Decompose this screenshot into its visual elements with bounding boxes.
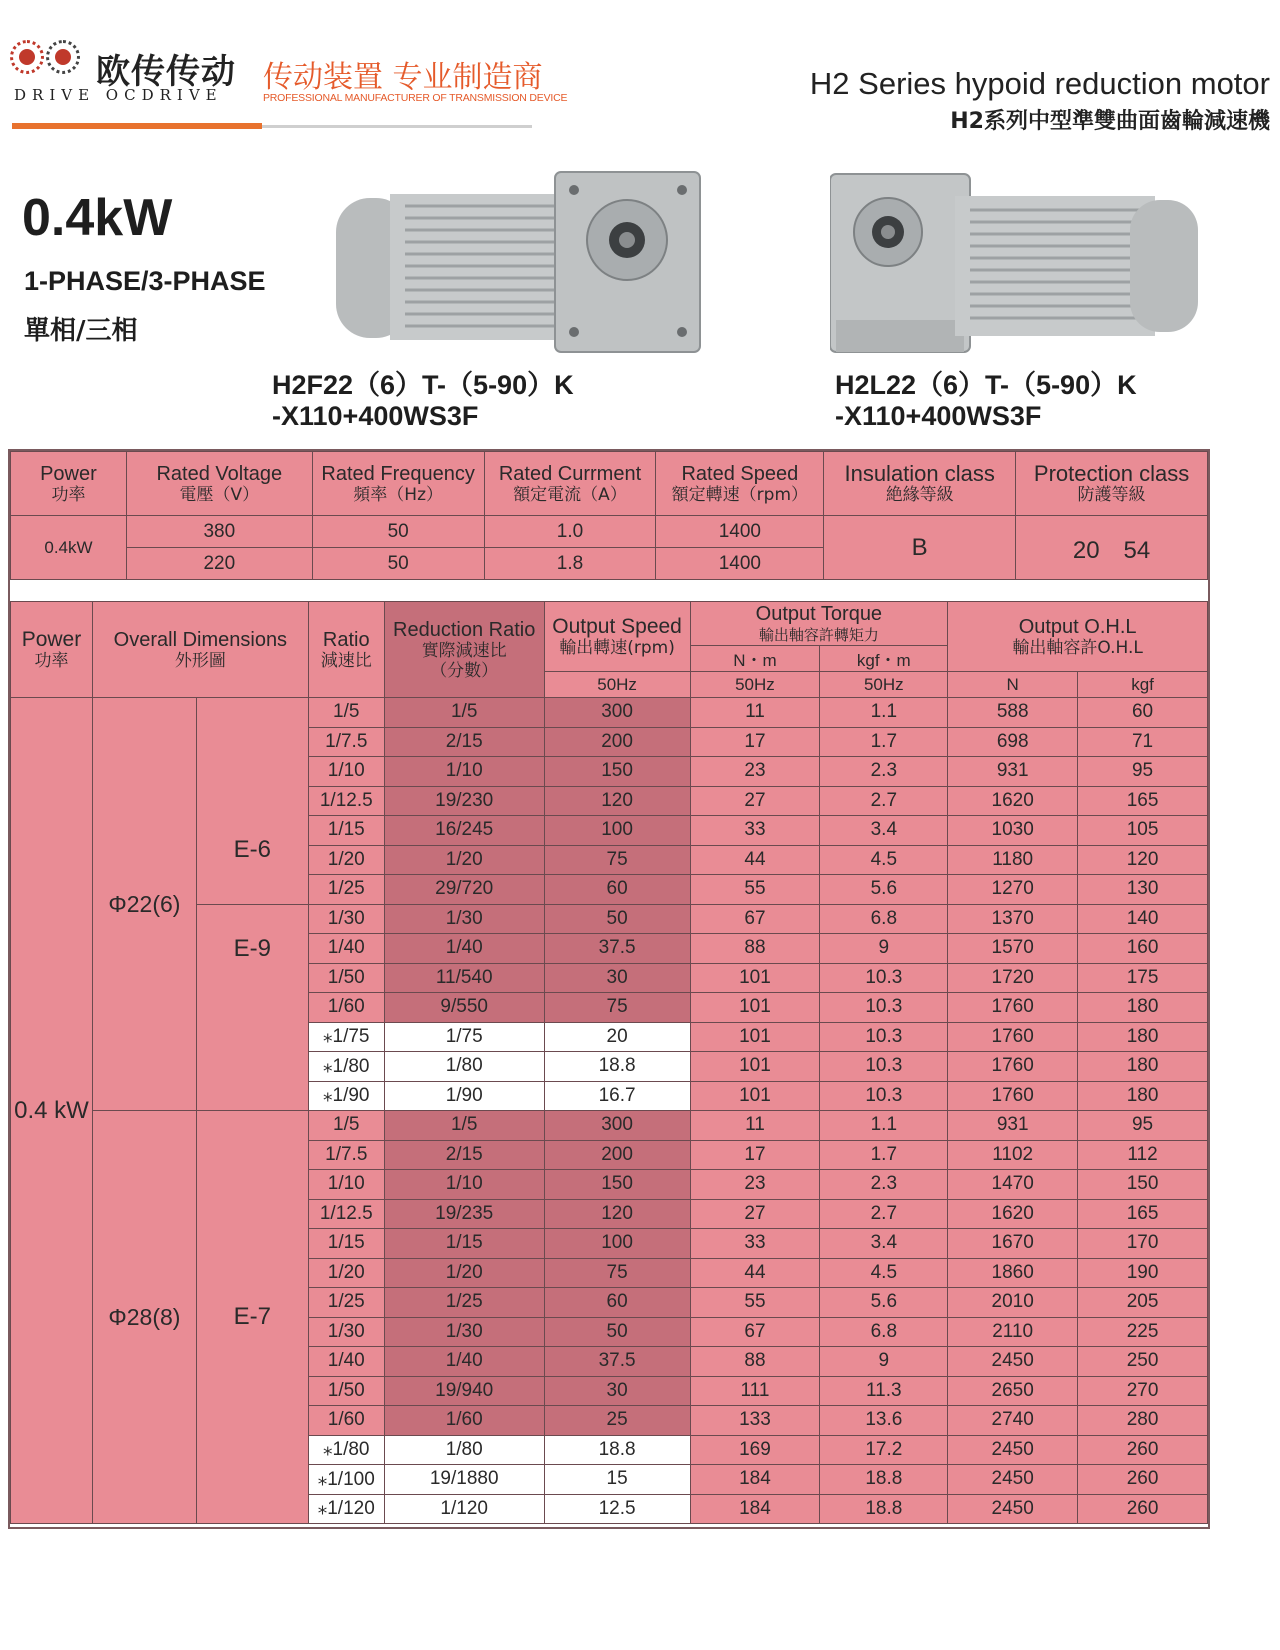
cell-torque-kgfm: 18.8 [820, 1465, 948, 1495]
cell-reduction-ratio: 1/120 [384, 1494, 544, 1524]
cell-output-speed: 25 [544, 1406, 690, 1436]
gearhead-spec-table [10, 601, 1208, 1524]
cell-torque-kgfm: 9 [820, 1347, 948, 1377]
cell-ratio: 1/25 [308, 875, 384, 905]
cell-torque-nm: 23 [690, 757, 820, 787]
cell-reduction-ratio: 1/80 [384, 1052, 544, 1082]
cell-ratio: 1/5 [308, 698, 384, 728]
header-divider [262, 125, 532, 128]
cell-torque-nm: 101 [690, 1022, 820, 1052]
cell-reduction-ratio: 19/230 [384, 786, 544, 816]
cell-torque-kgfm: 10.3 [820, 1052, 948, 1082]
cell-output-speed: 200 [544, 1140, 690, 1170]
cell-output-speed: 200 [544, 727, 690, 757]
cell-reduction-ratio: 1/25 [384, 1288, 544, 1318]
cell-reduction-ratio: 19/940 [384, 1376, 544, 1406]
cell-ratio: 1/12.5 [308, 786, 384, 816]
cell-output-speed: 12.5 [544, 1494, 690, 1524]
cell-ohl-kgf: 190 [1078, 1258, 1208, 1288]
cell-torque-nm: 67 [690, 904, 820, 934]
cell-output-speed: 15 [544, 1465, 690, 1495]
motor-current: 1.0 [484, 516, 656, 548]
cell-torque-nm: 27 [690, 786, 820, 816]
cell-ratio: 1/50 [308, 963, 384, 993]
cell-output-speed: 50 [544, 1317, 690, 1347]
hdr-insulation: Insulation class 絶緣等級 [824, 452, 1016, 516]
cell-ohl-n: 1760 [948, 1081, 1078, 1111]
cell-ohl-kgf: 130 [1078, 875, 1208, 905]
cell-reduction-ratio: 19/235 [384, 1199, 544, 1229]
cell-torque-nm: 101 [690, 993, 820, 1023]
brand-name-cn: 欧传传动 [96, 52, 236, 92]
cell-torque-nm: 55 [690, 875, 820, 905]
cell-ohl-n: 1470 [948, 1170, 1078, 1200]
cell-ohl-n: 2110 [948, 1317, 1078, 1347]
cell-ratio: ⁎1/90 [308, 1081, 384, 1111]
cell-ratio: 1/10 [308, 1170, 384, 1200]
gear-frame: E-9 [196, 904, 308, 1111]
motor-insulation: B [824, 516, 1016, 580]
cell-ohl-n: 1670 [948, 1229, 1078, 1259]
cell-output-speed: 18.8 [544, 1052, 690, 1082]
cell-ohl-n: 2650 [948, 1376, 1078, 1406]
cell-torque-nm: 55 [690, 1288, 820, 1318]
gh-speed-hz: 50Hz [544, 672, 690, 698]
phase-en: 1-PHASE/3-PHASE [24, 266, 266, 296]
cell-torque-kgfm: 10.3 [820, 993, 948, 1023]
cell-output-speed: 120 [544, 786, 690, 816]
cell-torque-nm: 101 [690, 963, 820, 993]
cell-output-speed: 300 [544, 1111, 690, 1141]
cell-ohl-n: 2450 [948, 1347, 1078, 1377]
cell-ratio: ⁎1/80 [308, 1435, 384, 1465]
gh-torque: Output Torque 輸出軸容許轉矩力 [690, 602, 948, 646]
hdr-speed: Rated Speed 額定轉速（rpm） [656, 452, 824, 516]
cell-torque-kgfm: 3.4 [820, 1229, 948, 1259]
cell-ohl-n: 698 [948, 727, 1078, 757]
cell-torque-nm: 88 [690, 934, 820, 964]
cell-ratio: 1/20 [308, 845, 384, 875]
cell-reduction-ratio: 1/30 [384, 904, 544, 934]
cell-ratio: ⁎1/100 [308, 1465, 384, 1495]
cell-torque-nm: 23 [690, 1170, 820, 1200]
gh-power: Power 功率 [11, 602, 93, 698]
cell-output-speed: 75 [544, 1258, 690, 1288]
model-h2f [272, 370, 574, 432]
cell-ratio: 1/30 [308, 1317, 384, 1347]
cell-output-speed: 75 [544, 993, 690, 1023]
cell-output-speed: 75 [544, 845, 690, 875]
cell-ohl-n: 2450 [948, 1494, 1078, 1524]
gh-speed: Output Speed 輸出轉速(rpm) [544, 602, 690, 672]
cell-torque-kgfm: 3.4 [820, 816, 948, 846]
hdr-current: Rated Currment 額定電流（A） [484, 452, 656, 516]
model-h2l [835, 370, 1137, 432]
cell-ratio: 1/60 [308, 1406, 384, 1436]
cell-torque-kgfm: 6.8 [820, 904, 948, 934]
cell-output-speed: 100 [544, 816, 690, 846]
hdr-power: Power 功率 [11, 452, 127, 516]
cell-reduction-ratio: 1/20 [384, 845, 544, 875]
cell-torque-nm: 11 [690, 1111, 820, 1141]
page-title-en: H2 Series hypoid reduction motor [809, 66, 1270, 101]
cell-ohl-n: 1570 [948, 934, 1078, 964]
cell-torque-kgfm: 10.3 [820, 963, 948, 993]
motor-speed: 1400 [656, 516, 824, 548]
cell-ohl-n: 2450 [948, 1435, 1078, 1465]
cell-torque-kgfm: 2.3 [820, 757, 948, 787]
motor-h2f-image [330, 170, 702, 365]
cell-torque-kgfm: 11.3 [820, 1376, 948, 1406]
cell-torque-kgfm: 2.7 [820, 1199, 948, 1229]
cell-output-speed: 120 [544, 1199, 690, 1229]
cell-torque-kgfm: 1.7 [820, 727, 948, 757]
cell-ohl-kgf: 270 [1078, 1376, 1208, 1406]
cell-ohl-n: 1720 [948, 963, 1078, 993]
power-rating: 0.4kW [22, 189, 173, 247]
gear-frame: E-7 [196, 1111, 308, 1524]
cell-ohl-n: 2450 [948, 1465, 1078, 1495]
cell-ohl-n: 931 [948, 757, 1078, 787]
motor-voltage: 220 [126, 548, 312, 580]
cell-reduction-ratio: 1/5 [384, 698, 544, 728]
cell-output-speed: 18.8 [544, 1435, 690, 1465]
slogan-en: PROFESSIONAL MANUFACTURER OF TRANSMISSION DEVICE [263, 92, 568, 104]
logo-gear-red-icon [10, 40, 44, 74]
cell-ohl-kgf: 112 [1078, 1140, 1208, 1170]
cell-ratio: ⁎1/75 [308, 1022, 384, 1052]
cell-reduction-ratio: 9/550 [384, 993, 544, 1023]
cell-torque-kgfm: 4.5 [820, 1258, 948, 1288]
cell-ohl-kgf: 280 [1078, 1406, 1208, 1436]
cell-output-speed: 150 [544, 1170, 690, 1200]
cell-ohl-n: 1760 [948, 993, 1078, 1023]
cell-reduction-ratio: 1/15 [384, 1229, 544, 1259]
cell-torque-kgfm: 4.5 [820, 845, 948, 875]
cell-torque-nm: 184 [690, 1465, 820, 1495]
gear-row [11, 698, 1208, 728]
cell-ohl-kgf: 180 [1078, 1052, 1208, 1082]
gh-kgfm-hz: 50Hz [820, 672, 948, 698]
cell-torque-kgfm: 5.6 [820, 875, 948, 905]
cell-torque-kgfm: 10.3 [820, 1081, 948, 1111]
cell-reduction-ratio: 29/720 [384, 875, 544, 905]
cell-reduction-ratio: 1/20 [384, 1258, 544, 1288]
cell-torque-kgfm: 1.1 [820, 1111, 948, 1141]
cell-reduction-ratio: 1/10 [384, 757, 544, 787]
cell-ohl-n: 2740 [948, 1406, 1078, 1436]
motor-frequency: 50 [312, 516, 484, 548]
cell-ohl-kgf: 180 [1078, 993, 1208, 1023]
cell-torque-nm: 44 [690, 845, 820, 875]
cell-ohl-n: 588 [948, 698, 1078, 728]
table-separator [10, 582, 1208, 601]
cell-ratio: 1/10 [308, 757, 384, 787]
cell-output-speed: 50 [544, 904, 690, 934]
cell-ohl-n: 1370 [948, 904, 1078, 934]
cell-torque-nm: 184 [690, 1494, 820, 1524]
model-h2f-line2: -X110+400WS3F [272, 401, 479, 431]
cell-ohl-kgf: 120 [1078, 845, 1208, 875]
brand-name-en: DRIVE OCDRIVE [14, 86, 223, 104]
gear-power: 0.4 kW [11, 698, 93, 1524]
cell-torque-nm: 111 [690, 1376, 820, 1406]
gh-ratio: Ratio 減速比 [308, 602, 384, 698]
trademark-mark [18, 22, 24, 28]
cell-output-speed: 20 [544, 1022, 690, 1052]
cell-ohl-kgf: 105 [1078, 816, 1208, 846]
cell-torque-nm: 27 [690, 1199, 820, 1229]
cell-ohl-n: 931 [948, 1111, 1078, 1141]
cell-torque-nm: 11 [690, 698, 820, 728]
gh-nm: N・m [690, 646, 820, 672]
cell-ohl-kgf: 150 [1078, 1170, 1208, 1200]
cell-torque-nm: 17 [690, 1140, 820, 1170]
cell-ohl-kgf: 71 [1078, 727, 1208, 757]
motor-header-row [11, 452, 1208, 516]
cell-ratio: ⁎1/80 [308, 1052, 384, 1082]
cell-ratio: 1/60 [308, 993, 384, 1023]
cell-torque-nm: 101 [690, 1052, 820, 1082]
cell-ratio: 1/15 [308, 816, 384, 846]
header-accent-bar [12, 123, 262, 129]
cell-ohl-kgf: 180 [1078, 1022, 1208, 1052]
motor-spec-table [10, 451, 1208, 580]
cell-torque-nm: 33 [690, 1229, 820, 1259]
motor-h2l-image [830, 170, 1200, 360]
cell-torque-kgfm: 1.7 [820, 1140, 948, 1170]
cell-reduction-ratio: 11/540 [384, 963, 544, 993]
cell-reduction-ratio: 1/90 [384, 1081, 544, 1111]
cell-reduction-ratio: 1/5 [384, 1111, 544, 1141]
model-h2l-line2: -X110+400WS3F [835, 401, 1042, 431]
cell-ohl-n: 1180 [948, 845, 1078, 875]
cell-ratio: 1/30 [308, 904, 384, 934]
motor-power: 0.4kW [11, 516, 127, 580]
phase-cn: 單相/三相 [24, 316, 138, 346]
cell-ohl-kgf: 140 [1078, 904, 1208, 934]
cell-ratio: 1/15 [308, 1229, 384, 1259]
cell-torque-nm: 88 [690, 1347, 820, 1377]
cell-reduction-ratio: 2/15 [384, 1140, 544, 1170]
cell-ohl-kgf: 175 [1078, 963, 1208, 993]
motor-frequency: 50 [312, 548, 484, 580]
cell-output-speed: 30 [544, 1376, 690, 1406]
cell-torque-kgfm: 1.1 [820, 698, 948, 728]
cell-ohl-kgf: 260 [1078, 1435, 1208, 1465]
cell-ratio: 1/7.5 [308, 727, 384, 757]
cell-reduction-ratio: 1/10 [384, 1170, 544, 1200]
gh-n: N [948, 672, 1078, 698]
cell-ohl-kgf: 170 [1078, 1229, 1208, 1259]
cell-reduction-ratio: 2/15 [384, 727, 544, 757]
cell-ohl-kgf: 165 [1078, 1199, 1208, 1229]
cell-reduction-ratio: 1/40 [384, 1347, 544, 1377]
motor-current: 1.8 [484, 548, 656, 580]
cell-ohl-kgf: 160 [1078, 934, 1208, 964]
cell-ratio: 1/25 [308, 1288, 384, 1318]
gh-dimensions: Overall Dimensions 外形圖 [92, 602, 308, 698]
cell-reduction-ratio: 19/1880 [384, 1465, 544, 1495]
gear-row [11, 1111, 1208, 1141]
gear-dimension: Φ22(6) [92, 698, 196, 1111]
cell-ohl-n: 1860 [948, 1258, 1078, 1288]
cell-torque-nm: 33 [690, 816, 820, 846]
cell-output-speed: 60 [544, 1288, 690, 1318]
cell-ratio: 1/20 [308, 1258, 384, 1288]
cell-output-speed: 100 [544, 1229, 690, 1259]
cell-ohl-n: 1620 [948, 1199, 1078, 1229]
cell-torque-nm: 44 [690, 1258, 820, 1288]
cell-ohl-kgf: 180 [1078, 1081, 1208, 1111]
cell-ohl-kgf: 250 [1078, 1347, 1208, 1377]
cell-output-speed: 60 [544, 875, 690, 905]
slogan-cn: 传动装置 专业制造商 [263, 60, 543, 95]
cell-ohl-n: 1270 [948, 875, 1078, 905]
cell-torque-kgfm: 2.7 [820, 786, 948, 816]
motor-voltage: 380 [126, 516, 312, 548]
cell-output-speed: 30 [544, 963, 690, 993]
cell-ohl-n: 1030 [948, 816, 1078, 846]
gh-kgf: kgf [1078, 672, 1208, 698]
cell-ratio: 1/5 [308, 1111, 384, 1141]
page-title-cn: H2系列中型準雙曲面齒輪減速機 [950, 109, 1270, 134]
cell-output-speed: 300 [544, 698, 690, 728]
cell-ohl-n: 1760 [948, 1022, 1078, 1052]
cell-ohl-n: 2010 [948, 1288, 1078, 1318]
cell-torque-kgfm: 6.8 [820, 1317, 948, 1347]
cell-ohl-kgf: 260 [1078, 1465, 1208, 1495]
cell-ratio: 1/50 [308, 1376, 384, 1406]
motor-row [11, 516, 1208, 548]
cell-ratio: 1/40 [308, 1347, 384, 1377]
cell-output-speed: 150 [544, 757, 690, 787]
cell-torque-nm: 169 [690, 1435, 820, 1465]
gh-ohl: Output O.H.L 輸出軸容許O.H.L [948, 602, 1208, 672]
cell-ohl-n: 1620 [948, 786, 1078, 816]
cell-ratio: 1/40 [308, 934, 384, 964]
cell-torque-kgfm: 9 [820, 934, 948, 964]
cell-reduction-ratio: 1/60 [384, 1406, 544, 1436]
cell-output-speed: 16.7 [544, 1081, 690, 1111]
gear-table-body [11, 698, 1208, 1524]
cell-ratio: 1/12.5 [308, 1199, 384, 1229]
cell-ohl-kgf: 165 [1078, 786, 1208, 816]
hdr-voltage: Rated Voltage 電壓（V） [126, 452, 312, 516]
cell-ohl-kgf: 95 [1078, 757, 1208, 787]
hdr-frequency: Rated Frequency 頻率（Hz） [312, 452, 484, 516]
model-h2l-line1: H2L22（6）T-（5-90）K [835, 370, 1137, 400]
cell-torque-kgfm: 18.8 [820, 1494, 948, 1524]
motor-speed: 1400 [656, 548, 824, 580]
cell-ohl-kgf: 60 [1078, 698, 1208, 728]
cell-torque-nm: 133 [690, 1406, 820, 1436]
cell-torque-kgfm: 17.2 [820, 1435, 948, 1465]
gh-nm-hz: 50Hz [690, 672, 820, 698]
cell-ohl-n: 1102 [948, 1140, 1078, 1170]
cell-reduction-ratio: 1/80 [384, 1435, 544, 1465]
gh-kgfm: kgf・m [820, 646, 948, 672]
cell-torque-nm: 17 [690, 727, 820, 757]
cell-output-speed: 37.5 [544, 934, 690, 964]
cell-torque-nm: 101 [690, 1081, 820, 1111]
hdr-protection: Protection class 防護等級 [1016, 452, 1208, 516]
cell-reduction-ratio: 1/40 [384, 934, 544, 964]
cell-torque-kgfm: 10.3 [820, 1022, 948, 1052]
cell-ratio: ⁎1/120 [308, 1494, 384, 1524]
logo-gear-dark-icon [46, 40, 80, 74]
cell-reduction-ratio: 1/75 [384, 1022, 544, 1052]
motor-protection: 20 54 [1016, 516, 1208, 580]
gh-reduction: Reduction Ratio 實際減速比 （分數） [384, 602, 544, 698]
cell-output-speed: 37.5 [544, 1347, 690, 1377]
cell-ohl-kgf: 95 [1078, 1111, 1208, 1141]
cell-torque-nm: 67 [690, 1317, 820, 1347]
cell-reduction-ratio: 1/30 [384, 1317, 544, 1347]
cell-reduction-ratio: 16/245 [384, 816, 544, 846]
cell-torque-kgfm: 13.6 [820, 1406, 948, 1436]
cell-torque-kgfm: 2.3 [820, 1170, 948, 1200]
cell-ratio: 1/7.5 [308, 1140, 384, 1170]
gear-frame: E-6 [196, 698, 308, 905]
model-h2f-line1: H2F22（6）T-（5-90）K [272, 370, 574, 400]
cell-ohl-kgf: 225 [1078, 1317, 1208, 1347]
gear-header-row [11, 602, 1208, 646]
cell-torque-kgfm: 5.6 [820, 1288, 948, 1318]
cell-ohl-kgf: 205 [1078, 1288, 1208, 1318]
gear-dimension: Φ28(8) [92, 1111, 196, 1524]
cell-ohl-kgf: 260 [1078, 1494, 1208, 1524]
cell-ohl-n: 1760 [948, 1052, 1078, 1082]
